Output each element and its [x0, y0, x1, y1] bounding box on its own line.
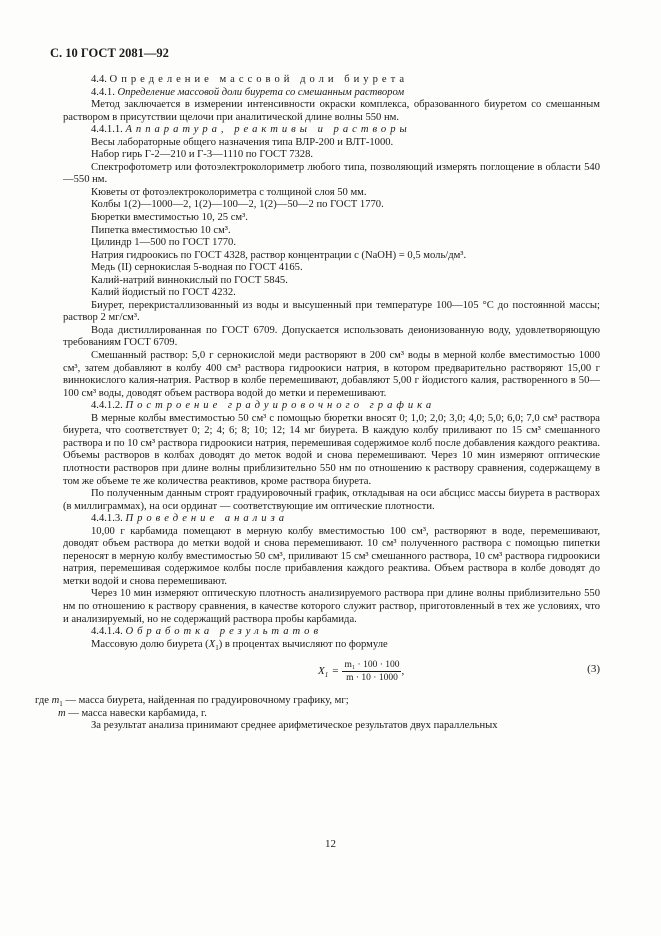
equipment-item: Калий-натрий виннокислый по ГОСТ 5845.: [91, 274, 288, 286]
equipment-item: Кюветы от фотоэлектроколориметра с толщиной слоя 50 мм.: [91, 186, 367, 198]
formula-numerator: m₁ · 100 · 100: [344, 660, 400, 671]
section-4-4-1-1-heading: 4.4.1.1. Аппаратура, реактивы и растворы: [91, 124, 411, 136]
graph-paragraph: В мерные колбы вместимостью 50 см³ с помощью бюретки вносят 0; 1,0; 2,0; 3,0; 4,0; 5,0; 6,0; 7,0 см³ раствора биурета, что соответствует 0; 2; 4; 6; 8; 10; 12; 14 мг биурета. В каждую колбу приливают по 15 см³ смешанного раствора и по 10 см³ раствора гидроокиси натрия, перемешивая содержимое колб после добавления каждого реактива. Объемы растворов в колбах доводят до меток водой и снова перемешивают. Через 10 мин измеряют оптические плотности растворов при длине волны приблизительно 550 нм по отношению к раствору сравнения, содержащему в том же объеме те же количества реактивов, кроме раствора биурета.: [63, 412, 600, 487]
section-4-4-1-heading: 4.4.1. Определение массовой доли биурета со смешанным раствором: [91, 86, 405, 98]
equipment-item: Калий йодистый по ГОСТ 4232.: [91, 287, 236, 299]
equipment-item: Колбы 1(2)—1000—2, 1(2)—100—2, 1(2)—50—2 по ГОСТ 1770.: [91, 199, 384, 211]
equipment-item: Медь (II) сернокислая 5-водная по ГОСТ 4165.: [91, 262, 303, 274]
equipment-item: Бюретки вместимостью 10, 25 см³.: [91, 212, 248, 224]
section-4-4-1-4-title: Обработка результатов: [125, 626, 323, 638]
page-header: С. 10 ГОСТ 2081—92: [50, 46, 169, 60]
equipment-item: Вода дистиллированная по ГОСТ 6709. Допускается использовать деионизованную воду, удовлетворяющую требованиям ГОСТ 6709.: [63, 324, 600, 349]
formula: $X_1$ = $\frac{\text{m₁ · 100 · 100}}{m \cdot 10 \cdot 1000}$ ,: [318, 660, 405, 684]
equipment-item: Пипетка вместимостью 10 см³.: [91, 224, 231, 236]
section-4-4-heading: 4.4. Определение массовой доли биурета: [91, 74, 409, 85]
equipment-item: Смешанный раствор: 5,0 г сернокислой меди растворяют в 200 см³ воды в мерной колбе вместимостью 1000 см³, затем добавляют в колбу 400 см³ раствора гидроокиси натрия, в котором предварительно растворяют 15,00 г виннокислого калия-натрия. Раствор в колбе перемешивают, добавляют 5,00 г йодистого калия, растворенного в 50—100 см³ воды, доводят объем раствора водой до метки и перемешивают.: [63, 350, 600, 399]
section-4-4-1-title: Определение массовой доли биурета со смешанным раствором: [117, 86, 405, 98]
equipment-item: Натрия гидроокись по ГОСТ 4328, раствор концентрации с (NaOH) = 0,5 моль/дм³.: [91, 249, 467, 261]
formula-denominator: m · 10 · 1000: [346, 673, 398, 684]
section-4-4-1-2-heading: 4.4.1.2. Построение градуировочного графика: [91, 400, 436, 412]
equipment-item: Биурет, перекристаллизованный из воды и высушенный при температуре 100—105 °С до постоянной массы; раствор 2 мг/см³.: [63, 299, 600, 324]
section-4-4-1-4-heading: 4.4.1.4. Обработка результатов: [91, 626, 323, 638]
section-4-4-1-1-title: Аппаратура, реактивы и растворы: [125, 124, 411, 136]
analysis-paragraph: Через 10 мин измеряют оптическую плотность анализируемого раствора при длине волны приблизительно 550 нм по отношению к раствору сравнения, в качестве которого служит раствор, приготовленный в тех же условиях, что и анализируемый, но не содержащий раствора пробы карбамида.: [63, 588, 600, 625]
document-body: [35, 74, 600, 733]
page-number: 12: [325, 838, 336, 850]
calc-intro: Массовую долю биурета $(X_1)$ в процентах вычисляют по формуле: [91, 638, 388, 652]
section-4-4-title: Определение массовой доли биурета: [109, 74, 409, 85]
equipment-item: Весы лабораторные общего назначения типа ВЛР-200 и ВЛТ-1000.: [91, 136, 394, 148]
section-4-4-1-3-title: Проведение анализа: [125, 513, 289, 525]
analysis-paragraph: 10,00 г карбамида помещают в мерную колбу вместимостью 100 см³, растворяют в воде, перемешивают, доводят объем раствора до метки водой и снова перемешивают. 10 см³ полученного раствора с помощью пипетки переносят в мерную колбу вместимостью 50 см³, приливают 15 см³ смешанного раствора, 10 см³ раствора гидроокиси натрия, перемешивая содержимое колбы после прибавления каждого реактива. Объем раствора в колбе доводят до метки водой и снова перемешивают.: [63, 525, 600, 587]
equipment-item: Цилиндр 1—500 по ГОСТ 1770.: [91, 237, 236, 249]
where-line: где $m_1$ — масса биурета, найденная по градуировочному графику, мг;: [35, 695, 349, 709]
section-4-4-1-3-heading: 4.4.1.3. Проведение анализа: [91, 513, 289, 525]
formula-fraction: [342, 659, 401, 684]
formula-block: [63, 653, 600, 693]
graph-paragraph: По полученным данным строят градуировочный график, откладывая на оси абсцисс массы биурета в растворах (в миллиграммах), на оси ординат — соответствующие им оптические плотности.: [63, 488, 600, 512]
where-line: m — масса навески карбамида, г.: [58, 707, 207, 719]
method-paragraph: Метод заключается в измерении интенсивности окраски комплекса, образованного биуретом со смешанным раствором в присутствии щелочи при аналитической длине волны 550 нм.: [63, 99, 600, 123]
final-paragraph: За результат анализа принимают среднее арифметическое результатов двух параллельных: [91, 720, 498, 732]
equipment-item: Спектрофотометр или фотоэлектроколориметр любого типа, позволяющий измерять поглощение в области 540—550 нм.: [63, 161, 600, 186]
equipment-item: Набор гирь Г-2—210 и Г-3—1110 по ГОСТ 7328.: [91, 149, 314, 161]
section-4-4-1-2-title: Построение градуировочного графика: [125, 400, 436, 412]
formula-number: (3): [587, 663, 600, 676]
